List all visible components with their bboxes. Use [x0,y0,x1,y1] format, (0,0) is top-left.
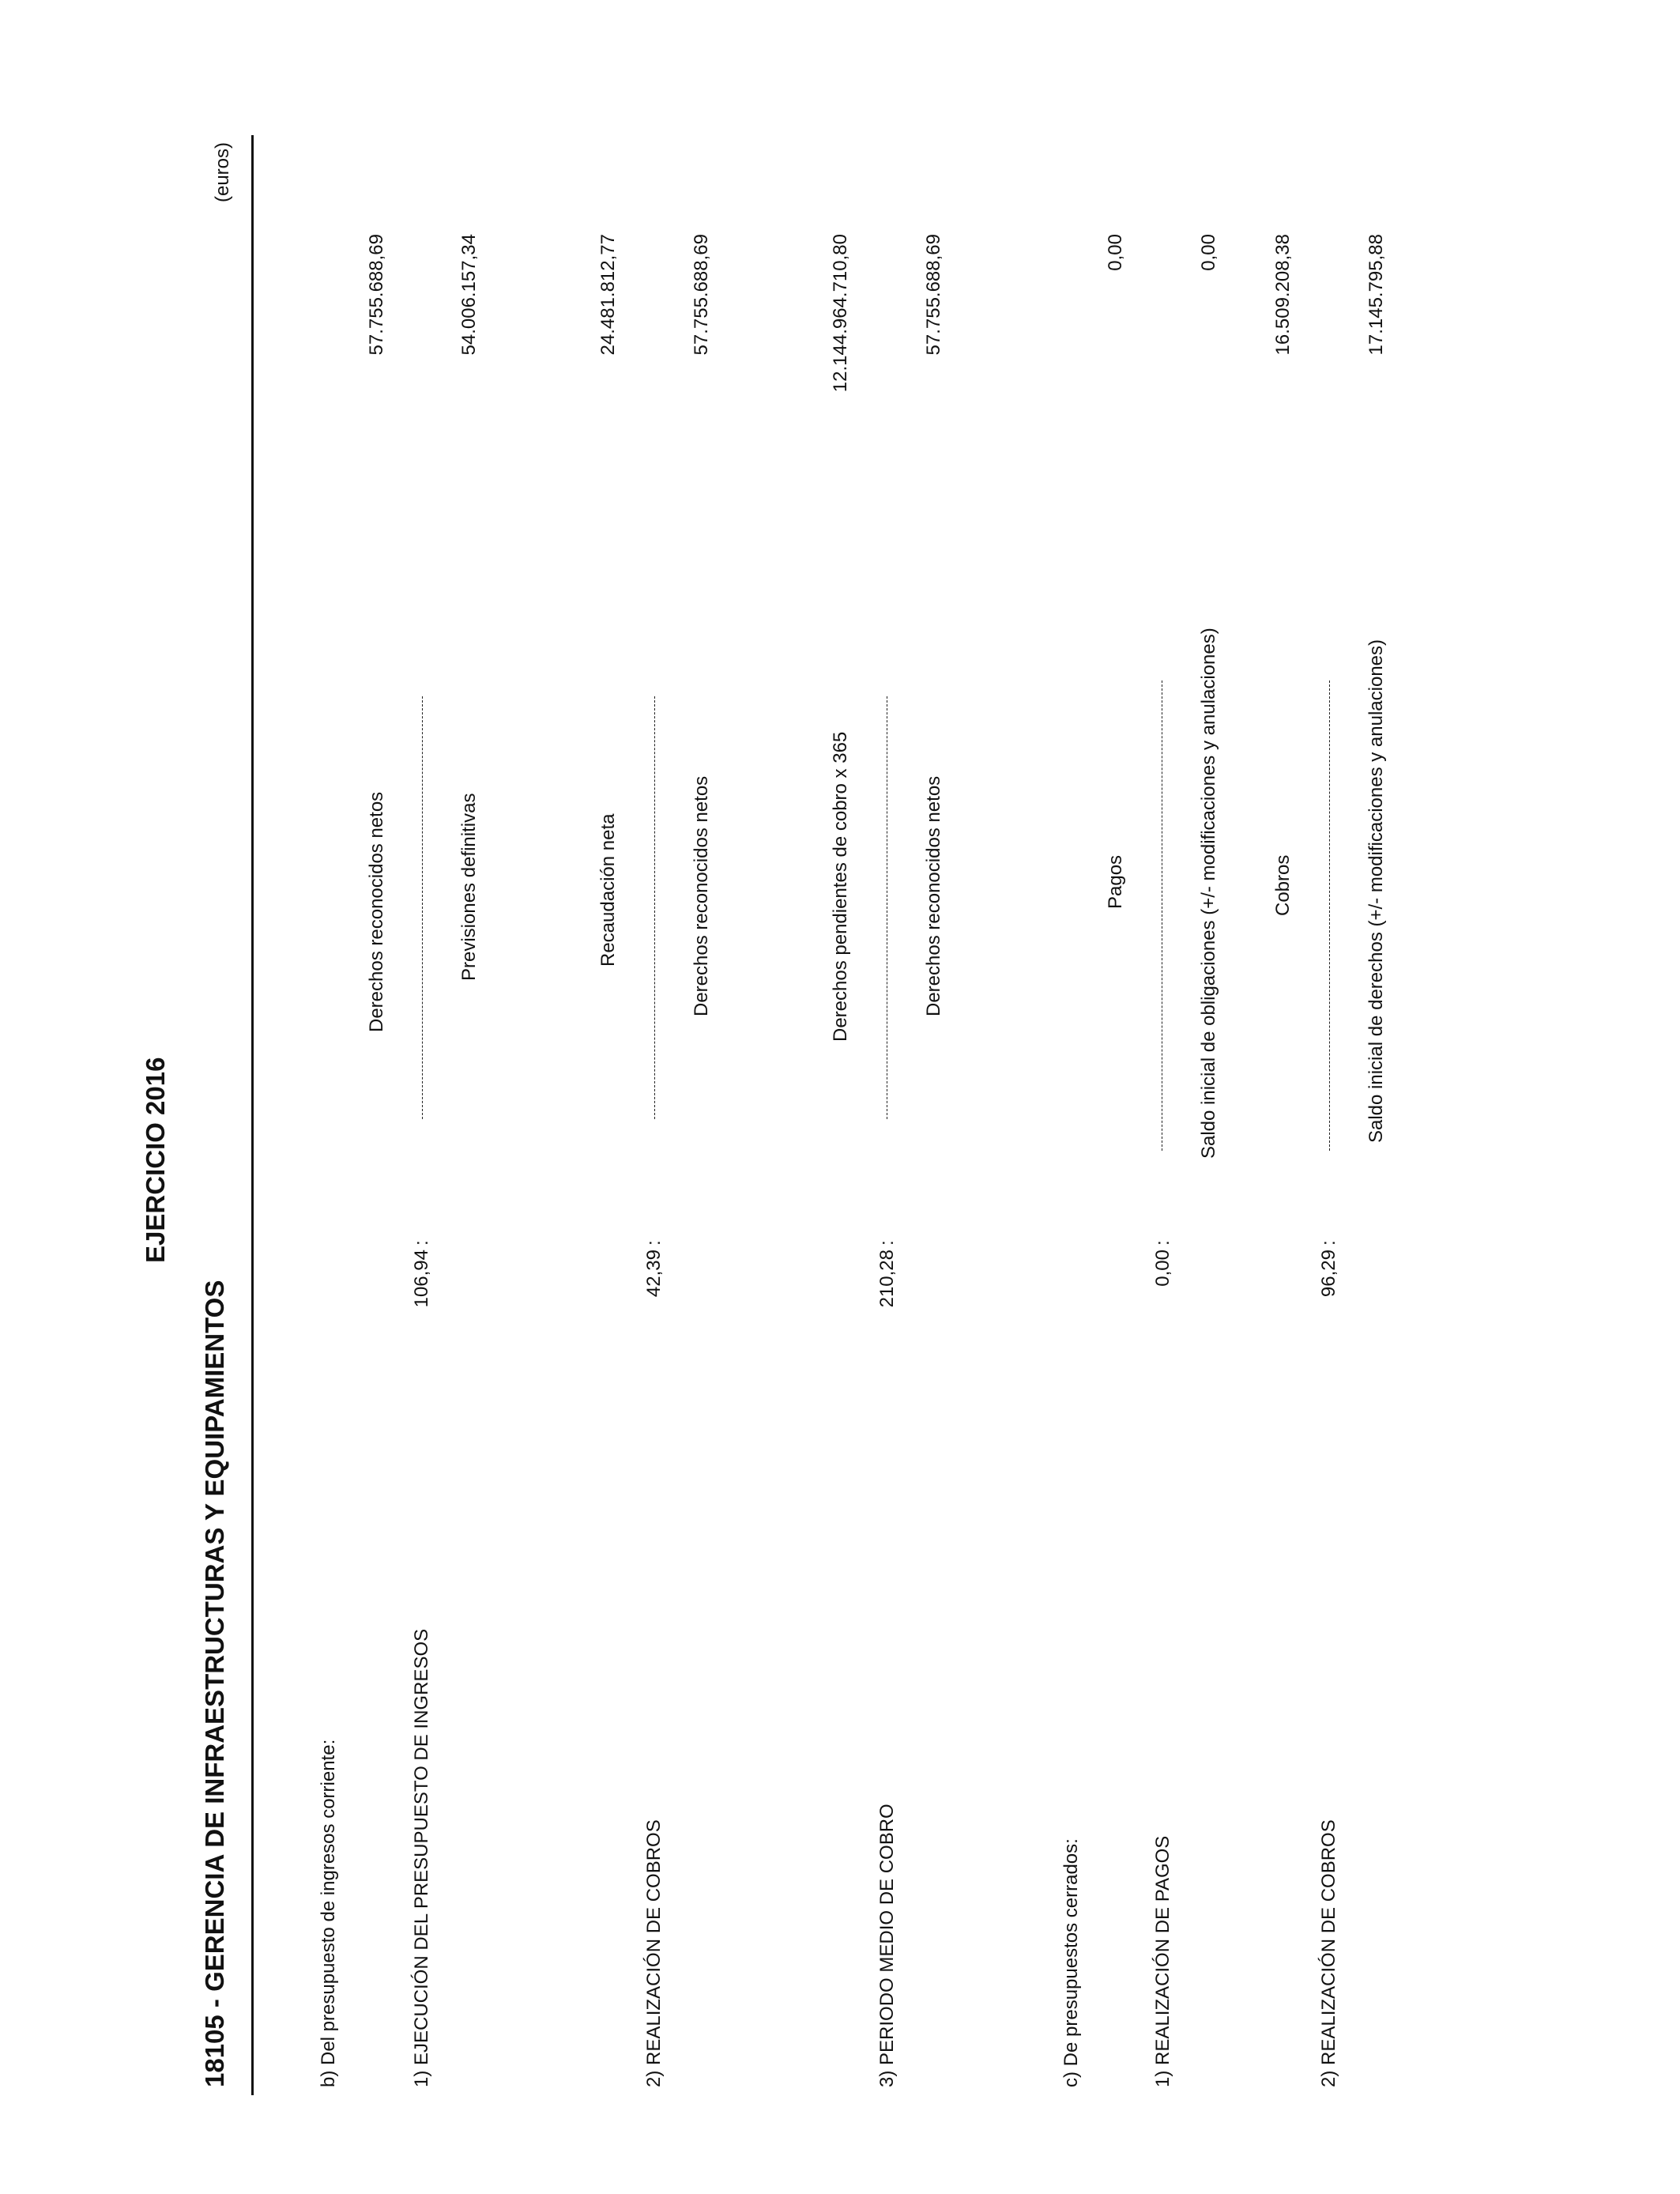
numerator-label: Recaudación neta [597,813,619,967]
section-heading-corriente: b) Del presupuesto de ingresos corriente: [318,1739,339,2087]
denominator-label: Saldo inicial de obligaciones (+/- modificaciones y anulaciones) [1198,628,1219,1159]
indicator-ratio: 96,29 [1318,1250,1339,1298]
indicator-colon: : [411,1240,432,1246]
indicator-colon: : [1152,1240,1173,1246]
numerator-value: 0,00 [1105,234,1126,271]
denominator-value: 57.755.688,69 [923,234,944,356]
denominator-value: 57.755.688,69 [691,234,712,356]
indicator-label: 2) REALIZACIÓN DE COBROS [1318,1819,1339,2087]
indicator-label: 1) EJECUCIÓN DEL PRESUPUESTO DE INGRESOS [411,1628,432,2087]
fraction-line [422,696,423,1119]
entity-title: 18105 - GERENCIA DE INFRAESTRUCTURAS Y EQUIPAMIENTOS [200,1280,229,2087]
indicator-label: 3) PERIODO MEDIO DE COBRO [876,1804,898,2087]
fraction-line [654,696,655,1119]
section-heading-cerrados: c) De presupuestos cerrados: [1060,1838,1082,2087]
header-rule [251,135,254,2095]
numerator-value: 57.755.688,69 [366,234,387,356]
numerator-value: 24.481.812,77 [597,234,619,356]
denominator-label: Previsiones definitivas [458,793,480,981]
indicator-label: 1) REALIZACIÓN DE PAGOS [1152,1835,1173,2087]
fiscal-year: EJERCICIO 2016 [141,1057,170,1263]
indicator-colon: : [643,1240,665,1246]
numerator-label: Pagos [1105,854,1126,909]
numerator-value: 12.144.964.710,80 [830,234,851,393]
numerator-label: Derechos pendientes de cobro x 365 [830,731,851,1042]
indicator-ratio: 0,00 [1152,1250,1173,1287]
denominator-label: Saldo inicial de derechos (+/- modificaciones y anulaciones) [1365,639,1387,1143]
indicator-label: 2) REALIZACIÓN DE COBROS [643,1819,665,2087]
numerator-value: 16.509.208,38 [1272,234,1294,356]
fraction-line [1329,680,1330,1151]
indicator-ratio: 42,39 [643,1250,665,1298]
indicator-colon: : [1318,1240,1339,1246]
denominator-label: Derechos reconocidos netos [923,775,944,1016]
numerator-label: Cobros [1272,854,1294,916]
denominator-label: Derechos reconocidos netos [691,775,712,1016]
indicator-colon: : [876,1240,898,1246]
indicator-ratio: 210,28 [876,1250,898,1308]
denominator-value: 54.006.157,34 [458,234,480,356]
indicator-ratio: 106,94 [411,1250,432,1308]
numerator-label: Derechos reconocidos netos [366,791,387,1032]
currency-unit: (euros) [212,141,233,202]
denominator-value: 17.145.795,88 [1365,234,1387,356]
denominator-value: 0,00 [1198,234,1219,271]
